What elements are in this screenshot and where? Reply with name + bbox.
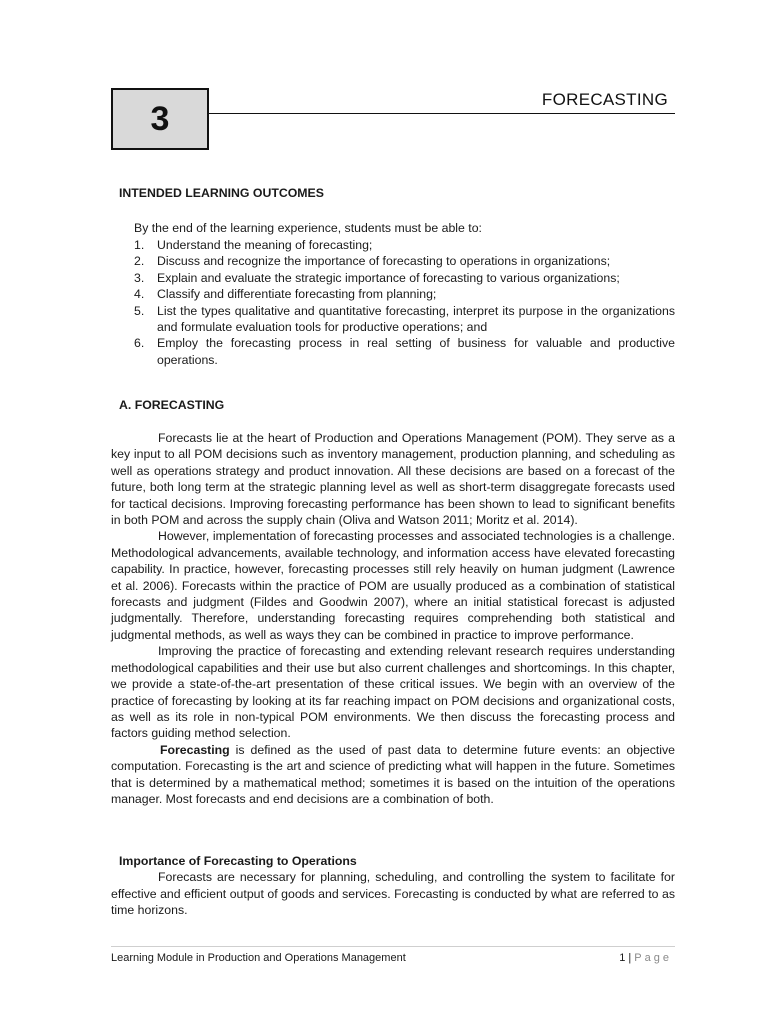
list-item-text: List the types qualitative and quantitative forecasting, interpret its purpose in the organizations and formulate evaluation tools for productive operations; and	[157, 303, 675, 335]
footer-page-indicator	[619, 950, 672, 966]
list-item	[134, 335, 675, 368]
chapter-number-box	[111, 88, 209, 150]
list-item-number: 3.	[134, 270, 145, 285]
page-label: Page	[634, 952, 672, 964]
page-number: 1	[619, 952, 626, 964]
list-item-number: 4.	[134, 287, 145, 302]
chapter-number: 3	[150, 99, 170, 138]
definition-text: is defined as the used of past data to determine future events: an objective computation. Forecasting is the art and science of predicting what will happen in the future. Sometimes that is determined by a mathematical method; sometimes it is based on the intuition of the operations manager. Most forecasts and end decisions are a combination of both.	[111, 742, 675, 806]
footer-module-title: Learning Module in Production and Operations Management	[111, 952, 406, 964]
chapter-title: FORECASTING	[541, 90, 668, 109]
section-body	[111, 430, 675, 807]
list-item-number: 1.	[134, 238, 145, 252]
importance-heading: Importance of Forecasting to Operations	[119, 854, 357, 868]
paragraph: Forecasts lie at the heart of Production and Operations Management (POM). They serve as a key input to all POM decisions such as inventory management, production planning, and scheduling as well as operations strategy and product innovation. All these decisions are based on a forecast of the future, both long term at the strategic planning level as well as short-term disaggregate forecasts used for tactical decisions. Improving forecasting performance has been shown to lead to significant benefits in both POM and across the supply chain (Oliva and Watson 2011; Moritz et al. 2014).	[111, 431, 675, 528]
list-item	[134, 253, 675, 269]
importance-section	[111, 853, 675, 919]
paragraph: However, implementation of forecasting processes and associated technologies is a challenge. Methodological advancements, available technology, and information access have elevated forecasting capability. In practice, however, forecasting processes still rely heavily on human judgment (Lawrence et al. 2006). Forecasts within the practice of POM are usually produced as a combination of statistical forecasts and judgment (Fildes and Goodwin 2007), where an initial statistical forecast is adjusted judgmentally. Therefore, understanding forecasting requires comprehending both statistical and judgmental methods, as well as ways they can be combined in practice to improve performance.	[111, 529, 675, 642]
paragraph: Forecasts are necessary for planning, scheduling, and controlling the system to facilitate for effective and efficient output of goods and services. Forecasting is conducted by what are referred to as time horizons.	[111, 870, 675, 918]
list-item	[134, 270, 675, 286]
list-item-text: Understand the meaning of forecasting;	[157, 238, 373, 252]
list-item-number: 5.	[134, 303, 145, 318]
list-item	[134, 303, 675, 336]
list-item-text: Explain and evaluate the strategic importance of forecasting to various organizations;	[157, 270, 620, 285]
defined-term: Forecasting	[160, 742, 230, 757]
footer-divider	[111, 946, 675, 947]
list-item-number: 6.	[134, 336, 145, 351]
section-heading-forecasting: A. FORECASTING	[119, 398, 225, 412]
outcomes-heading: INTENDED LEARNING OUTCOMES	[119, 186, 324, 200]
outcomes-list	[134, 237, 675, 368]
list-item-number: 2.	[134, 254, 145, 269]
definition-paragraph	[111, 742, 675, 808]
list-item-text: Classify and differentiate forecasting from planning;	[157, 287, 437, 302]
list-item	[134, 237, 675, 253]
page-separator: |	[628, 952, 632, 964]
outcomes-intro: By the end of the learning experience, students must be able to:	[134, 221, 482, 235]
list-item-text: Discuss and recognize the importance of forecasting to operations in organizations;	[157, 254, 611, 269]
list-item-text: Employ the forecasting process in real setting of business for valuable and productive operations.	[157, 336, 675, 367]
paragraph: Improving the practice of forecasting and extending relevant research requires understanding methodological capabilities and their use but also current challenges and shortcomings. In this chapter, we provide a state-of-the-art presentation of these critical issues. We begin with an overview of the practice of forecasting by looking at its far reaching impact on POM decisions and organizational costs, as well as its role in non-typical POM environments. We then discuss the forecasting process and factors guiding method selection.	[111, 644, 675, 741]
list-item	[134, 286, 675, 302]
title-divider	[207, 113, 675, 114]
